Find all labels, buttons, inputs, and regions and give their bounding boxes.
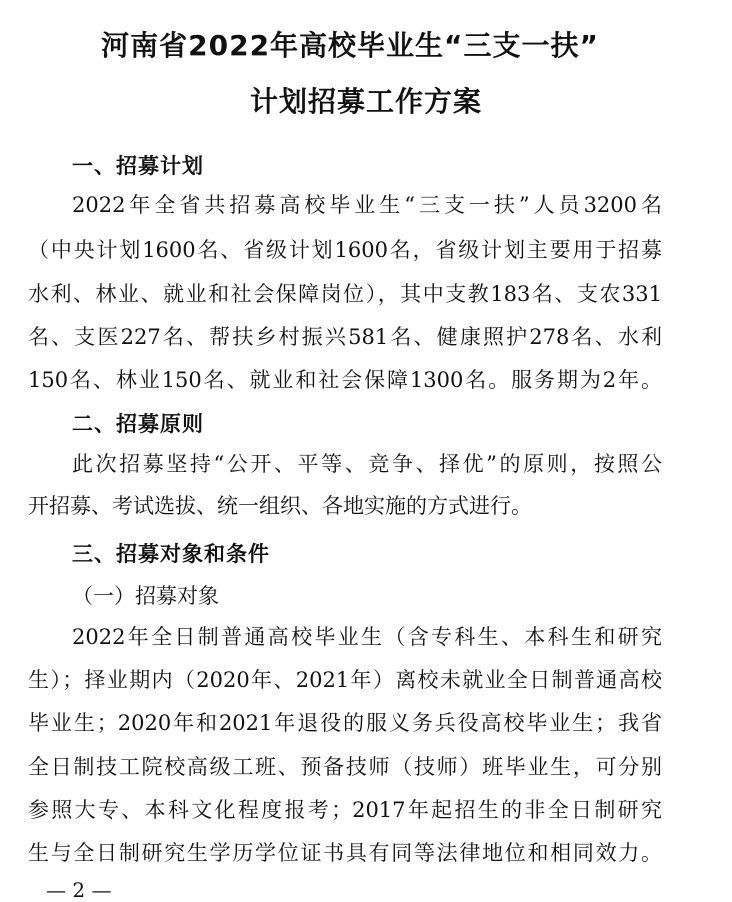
document-title-line-1: 河南省2022年高校毕业生“三支一扶” <box>101 29 599 62</box>
paragraph-line: （中央计划1600名、省级计划1600名，省级计划主要用于招募 <box>28 238 662 262</box>
paragraph-line: 毕业生；2020年和2021年退役的服义务兵役高校毕业生；我省 <box>28 711 662 735</box>
paragraph-line: 参照大专、本科文化程度报考；2017年起招生的非全日制研究 <box>28 798 662 822</box>
paragraph-line: 名、支医227名、帮扶乡村振兴581名、健康照护278名、水利 <box>28 325 662 349</box>
paragraph-line: 生）；择业期内（2020年、2021年）离校未就业全日制普通高校 <box>28 668 662 692</box>
section-heading-recruitment-principles: 二、招募原则 <box>72 412 204 436</box>
section-heading-recruitment-plan: 一、招募计划 <box>72 154 204 178</box>
paragraph-line: 150名、林业150名、就业和社会保障1300名。服务期为2年。 <box>28 368 662 392</box>
subsection-heading-recruitment-targets: （一）招募对象 <box>72 584 219 608</box>
paragraph-line: 开招募、考试选拔、统一组织、各地实施的方式进行。 <box>28 494 532 518</box>
paragraph-line: 2022年全日制普通高校毕业生（含专科生、本科生和研究 <box>72 625 662 649</box>
paragraph-line: 全日制技工院校高级工班、预备技师（技师）班毕业生，可分别 <box>28 755 662 779</box>
document-title-line-2: 计划招募工作方案 <box>249 85 482 118</box>
paragraph-line: 水利、林业、就业和社会保障岗位），其中支教183名、支农331 <box>28 282 662 306</box>
paragraph-line: 2022年全省共招募高校毕业生“三支一扶”人员3200名 <box>72 193 662 217</box>
paragraph-line: 生与全日制研究生学历学位证书具有同等法律地位和相同效力。 <box>28 841 662 865</box>
section-heading-recruitment-targets: 三、招募对象和条件 <box>72 542 270 566</box>
paragraph-line: 此次招募坚持“公开、平等、竞争、择优”的原则，按照公 <box>72 452 662 476</box>
page-number: — 2 — <box>46 878 112 902</box>
